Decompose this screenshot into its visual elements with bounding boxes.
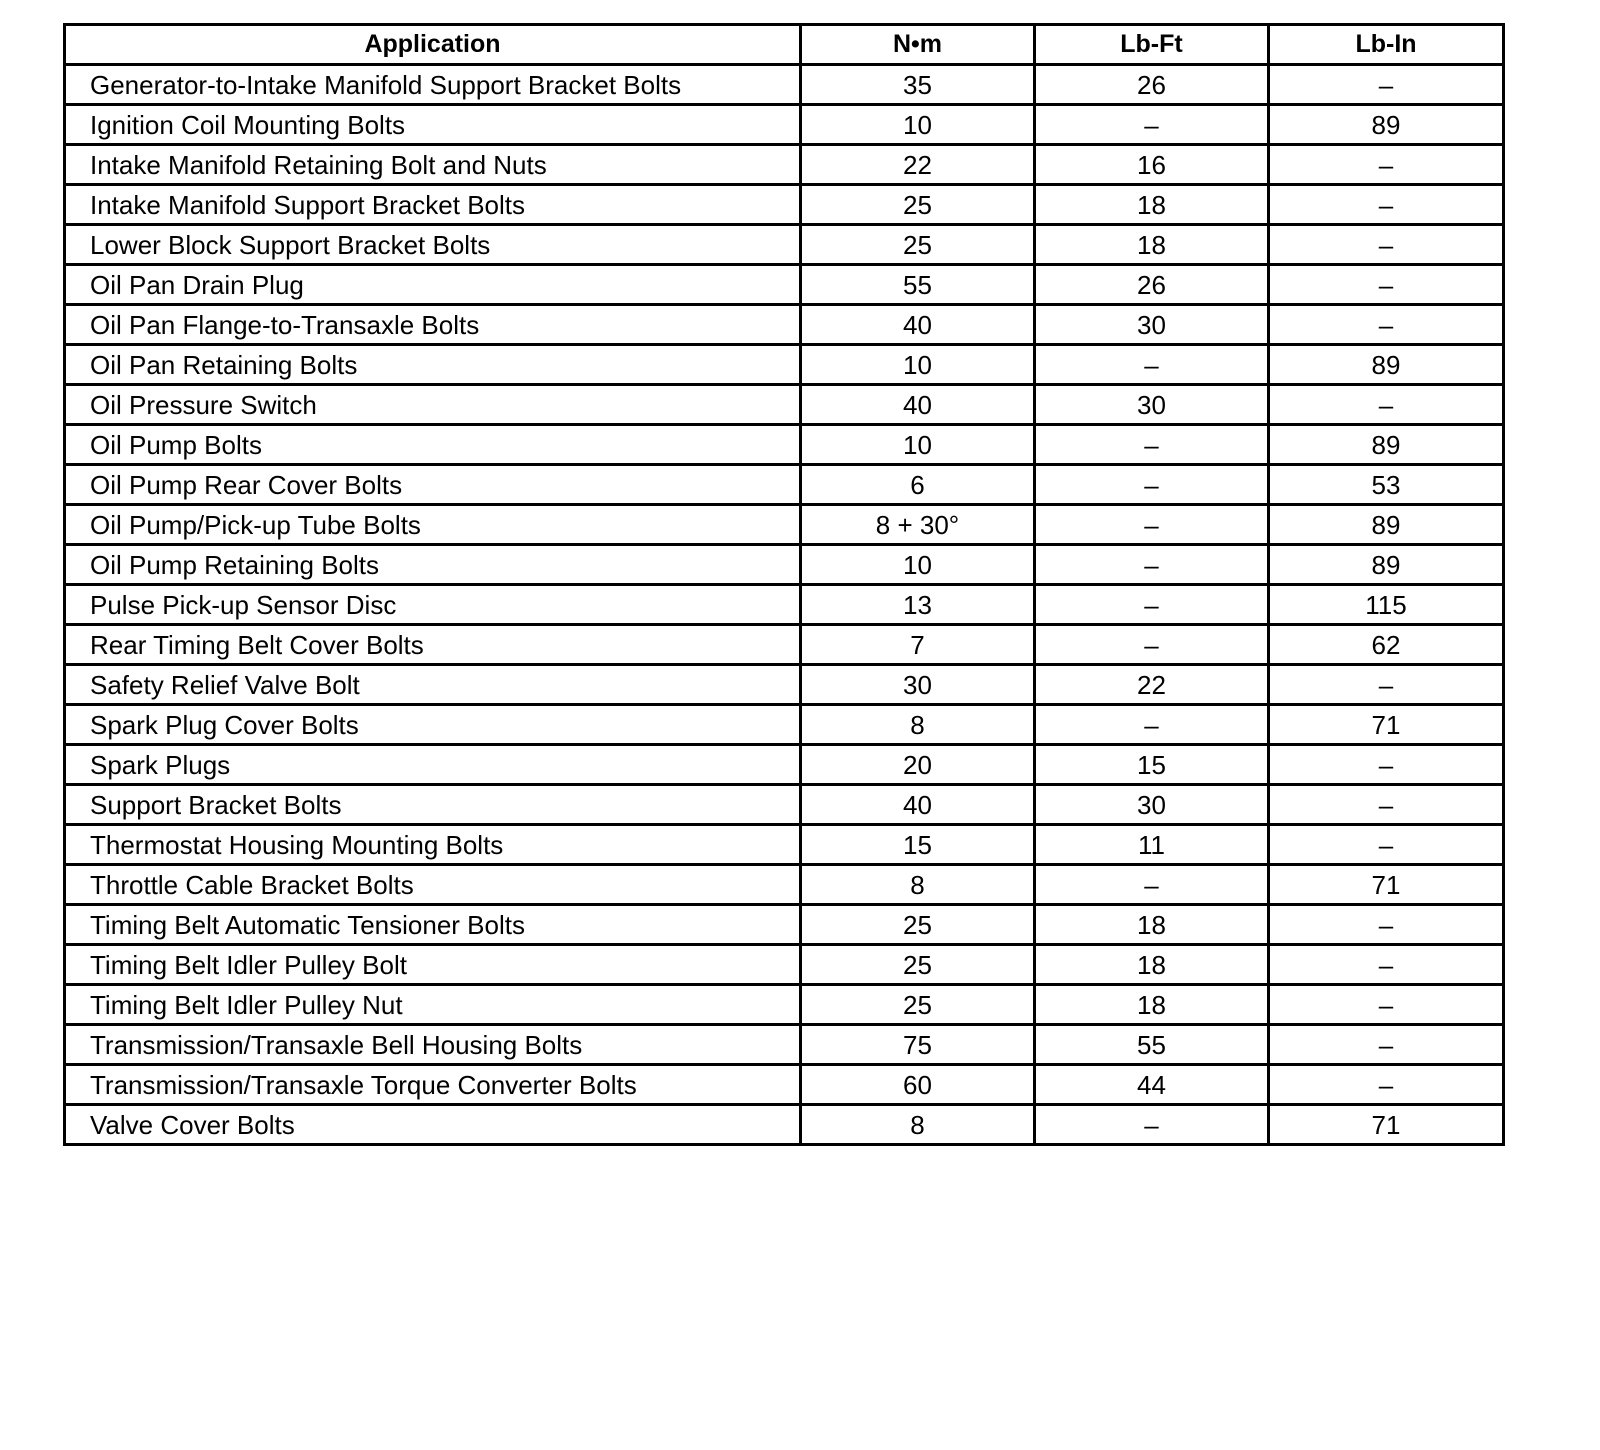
table-row: [65, 905, 1504, 945]
table-row: [65, 665, 1504, 705]
pound-inches-cell: 89: [1269, 425, 1504, 465]
newton-meters-cell: 25: [801, 905, 1035, 945]
pound-inches-cell: –: [1269, 225, 1504, 265]
pound-feet-cell: 18: [1035, 945, 1269, 985]
application-cell: Timing Belt Idler Pulley Bolt: [65, 945, 801, 985]
newton-meters-cell: 75: [801, 1025, 1035, 1065]
pound-inches-cell: –: [1269, 185, 1504, 225]
pound-inches-cell: –: [1269, 945, 1504, 985]
application-cell: Throttle Cable Bracket Bolts: [65, 865, 801, 905]
pound-inches-cell: –: [1269, 385, 1504, 425]
pound-inches-cell: 71: [1269, 865, 1504, 905]
application-cell: Transmission/Transaxle Torque Converter Bolts: [65, 1065, 801, 1105]
newton-meters-cell: 25: [801, 185, 1035, 225]
application-cell: Spark Plug Cover Bolts: [65, 705, 801, 745]
application-cell: Timing Belt Idler Pulley Nut: [65, 985, 801, 1025]
application-cell: Lower Block Support Bracket Bolts: [65, 225, 801, 265]
table-row: [65, 185, 1504, 225]
newton-meters-cell: 6: [801, 465, 1035, 505]
header-row: [65, 25, 1504, 65]
application-cell: Ignition Coil Mounting Bolts: [65, 105, 801, 145]
application-cell: Valve Cover Bolts: [65, 1105, 801, 1145]
table-row: [65, 1065, 1504, 1105]
newton-meters-cell: 30: [801, 665, 1035, 705]
application-cell: Oil Pan Flange-to-Transaxle Bolts: [65, 305, 801, 345]
pound-feet-cell: 11: [1035, 825, 1269, 865]
application-cell: Intake Manifold Retaining Bolt and Nuts: [65, 145, 801, 185]
table-row: [65, 145, 1504, 185]
pound-inches-cell: 53: [1269, 465, 1504, 505]
pound-feet-cell: 18: [1035, 985, 1269, 1025]
newton-meters-cell: 10: [801, 105, 1035, 145]
pound-feet-cell: –: [1035, 545, 1269, 585]
pound-inches-cell: –: [1269, 65, 1504, 105]
pound-inches-cell: 115: [1269, 585, 1504, 625]
pound-inches-cell: –: [1269, 145, 1504, 185]
table-row: [65, 505, 1504, 545]
application-cell: Intake Manifold Support Bracket Bolts: [65, 185, 801, 225]
pound-inches-cell: 71: [1269, 1105, 1504, 1145]
pound-inches-cell: –: [1269, 825, 1504, 865]
application-cell: Oil Pan Drain Plug: [65, 265, 801, 305]
table-row: [65, 825, 1504, 865]
application-cell: Oil Pan Retaining Bolts: [65, 345, 801, 385]
application-cell: Support Bracket Bolts: [65, 785, 801, 825]
application-cell: Transmission/Transaxle Bell Housing Bolts: [65, 1025, 801, 1065]
pound-feet-cell: –: [1035, 105, 1269, 145]
pound-feet-cell: –: [1035, 465, 1269, 505]
table-row: [65, 1105, 1504, 1145]
column-header-newton-meters: N•m: [801, 25, 1035, 65]
table-row: [65, 785, 1504, 825]
column-header-pound-feet: Lb-Ft: [1035, 25, 1269, 65]
table-row: [65, 705, 1504, 745]
table-row: [65, 745, 1504, 785]
newton-meters-cell: 13: [801, 585, 1035, 625]
newton-meters-cell: 25: [801, 945, 1035, 985]
pound-inches-cell: –: [1269, 265, 1504, 305]
table-row: [65, 425, 1504, 465]
newton-meters-cell: 40: [801, 305, 1035, 345]
table-row: [65, 225, 1504, 265]
table-row: [65, 105, 1504, 145]
application-cell: Oil Pump Rear Cover Bolts: [65, 465, 801, 505]
table-row: [65, 1025, 1504, 1065]
pound-feet-cell: –: [1035, 705, 1269, 745]
newton-meters-cell: 55: [801, 265, 1035, 305]
table-row: [65, 985, 1504, 1025]
pound-feet-cell: –: [1035, 505, 1269, 545]
pound-feet-cell: –: [1035, 585, 1269, 625]
table-row: [65, 865, 1504, 905]
pound-feet-cell: 22: [1035, 665, 1269, 705]
table-row: [65, 265, 1504, 305]
application-cell: Rear Timing Belt Cover Bolts: [65, 625, 801, 665]
pound-feet-cell: 30: [1035, 785, 1269, 825]
application-cell: Thermostat Housing Mounting Bolts: [65, 825, 801, 865]
pound-inches-cell: 89: [1269, 545, 1504, 585]
table-row: [65, 545, 1504, 585]
pound-feet-cell: 30: [1035, 385, 1269, 425]
newton-meters-cell: 25: [801, 225, 1035, 265]
pound-inches-cell: –: [1269, 1065, 1504, 1105]
table-row: [65, 945, 1504, 985]
table-body: [65, 65, 1504, 1145]
application-cell: Oil Pressure Switch: [65, 385, 801, 425]
newton-meters-cell: 15: [801, 825, 1035, 865]
newton-meters-cell: 40: [801, 385, 1035, 425]
table-header: [65, 25, 1504, 65]
pound-feet-cell: –: [1035, 1105, 1269, 1145]
newton-meters-cell: 40: [801, 785, 1035, 825]
newton-meters-cell: 22: [801, 145, 1035, 185]
newton-meters-cell: 25: [801, 985, 1035, 1025]
newton-meters-cell: 7: [801, 625, 1035, 665]
table-row: [65, 345, 1504, 385]
pound-feet-cell: 18: [1035, 185, 1269, 225]
newton-meters-cell: 8: [801, 865, 1035, 905]
pound-inches-cell: –: [1269, 905, 1504, 945]
torque-specifications-table: [63, 23, 1505, 1146]
pound-feet-cell: 18: [1035, 225, 1269, 265]
pound-inches-cell: –: [1269, 745, 1504, 785]
pound-inches-cell: 71: [1269, 705, 1504, 745]
pound-inches-cell: 89: [1269, 105, 1504, 145]
pound-feet-cell: –: [1035, 345, 1269, 385]
column-header-application: Application: [65, 25, 801, 65]
pound-feet-cell: 26: [1035, 65, 1269, 105]
table-row: [65, 625, 1504, 665]
pound-inches-cell: 89: [1269, 505, 1504, 545]
table-row: [65, 65, 1504, 105]
newton-meters-cell: 8: [801, 1105, 1035, 1145]
pound-inches-cell: –: [1269, 1025, 1504, 1065]
pound-inches-cell: –: [1269, 985, 1504, 1025]
newton-meters-cell: 10: [801, 425, 1035, 465]
pound-feet-cell: 30: [1035, 305, 1269, 345]
table-row: [65, 585, 1504, 625]
pound-feet-cell: –: [1035, 625, 1269, 665]
application-cell: Generator-to-Intake Manifold Support Bracket Bolts: [65, 65, 801, 105]
pound-feet-cell: 16: [1035, 145, 1269, 185]
application-cell: Oil Pump Retaining Bolts: [65, 545, 801, 585]
pound-feet-cell: 44: [1035, 1065, 1269, 1105]
application-cell: Timing Belt Automatic Tensioner Bolts: [65, 905, 801, 945]
pound-inches-cell: –: [1269, 665, 1504, 705]
pound-feet-cell: 18: [1035, 905, 1269, 945]
pound-inches-cell: 62: [1269, 625, 1504, 665]
newton-meters-cell: 8: [801, 705, 1035, 745]
application-cell: Pulse Pick-up Sensor Disc: [65, 585, 801, 625]
application-cell: Spark Plugs: [65, 745, 801, 785]
newton-meters-cell: 35: [801, 65, 1035, 105]
pound-feet-cell: 26: [1035, 265, 1269, 305]
table-row: [65, 385, 1504, 425]
newton-meters-cell: 10: [801, 545, 1035, 585]
table-row: [65, 305, 1504, 345]
pound-feet-cell: –: [1035, 865, 1269, 905]
application-cell: Oil Pump/Pick-up Tube Bolts: [65, 505, 801, 545]
application-cell: Safety Relief Valve Bolt: [65, 665, 801, 705]
application-cell: Oil Pump Bolts: [65, 425, 801, 465]
newton-meters-cell: 60: [801, 1065, 1035, 1105]
newton-meters-cell: 10: [801, 345, 1035, 385]
newton-meters-cell: 8 + 30°: [801, 505, 1035, 545]
pound-inches-cell: 89: [1269, 345, 1504, 385]
pound-feet-cell: –: [1035, 425, 1269, 465]
table-row: [65, 465, 1504, 505]
pound-inches-cell: –: [1269, 305, 1504, 345]
pound-feet-cell: 15: [1035, 745, 1269, 785]
pound-feet-cell: 55: [1035, 1025, 1269, 1065]
pound-inches-cell: –: [1269, 785, 1504, 825]
newton-meters-cell: 20: [801, 745, 1035, 785]
column-header-pound-inches: Lb-In: [1269, 25, 1504, 65]
